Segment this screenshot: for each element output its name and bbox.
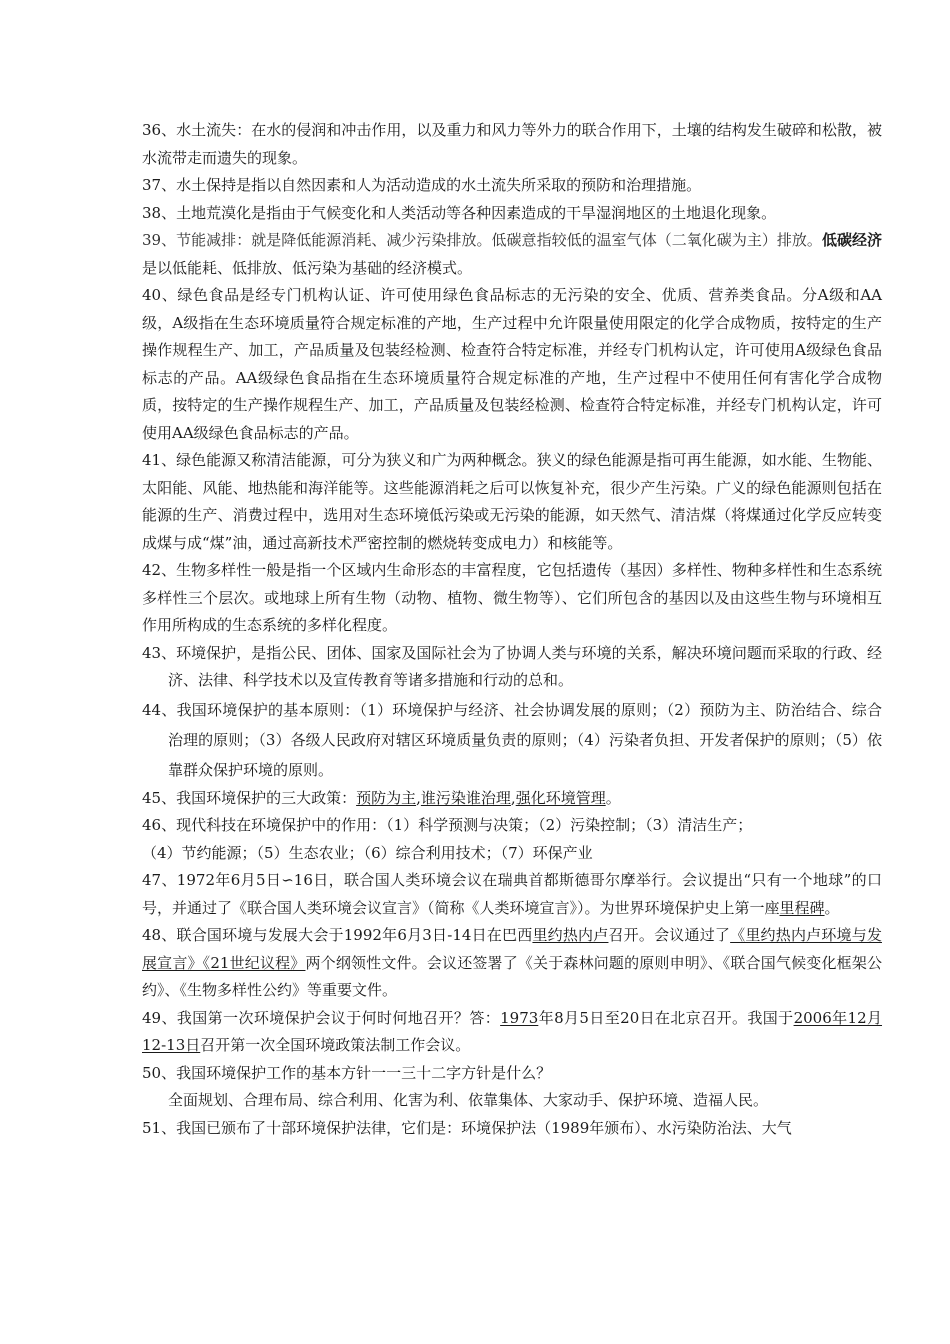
item-40 — [142, 282, 882, 447]
item-47 — [142, 867, 882, 922]
item-41 — [142, 447, 882, 557]
item-45 — [142, 785, 882, 813]
document-body — [142, 117, 882, 1142]
item-49-text: 49、我国第一次环境保护会议于何时何地召开？答： — [142, 1008, 501, 1027]
item-49-text-c: 召开第一次全国环境政策法制工作会议。 — [200, 1036, 471, 1054]
policy-polluter-pays: 谁污染谁治理 — [420, 788, 511, 807]
item-43 — [142, 640, 882, 695]
policy-prevention: 预防为主 — [356, 788, 417, 807]
item-36-text: 36、水土流失：在水的侵润和冲击作用，以及重力和风力等外力的联合作用下，土壤的结构发生破碎和松散，被水流带走而遗失的现象。 — [142, 121, 882, 167]
item-45-sep-2: , — [510, 788, 516, 807]
item-48-text-c: 两个纲领性文件。会议还签署了《关于森林问题的原则申明》、《联合国气候变化框架公约》、《生物多样性公约》等重要文件。 — [142, 953, 882, 999]
item-49-date: 2006年12月12-13日 — [142, 1008, 883, 1054]
item-37-text: 37、水土保持是指以自然因素和人为活动造成的水土流失所采取的预防和治理措施。 — [142, 176, 702, 194]
item-49 — [142, 1005, 882, 1060]
item-48-text: 48、联合国环境与发展大会于1992年6月3日-14日在巴西 — [142, 926, 533, 944]
item-48-documents: 《里约热内卢环境与发展宣言》《21世纪议程》 — [142, 926, 882, 972]
item-45-sep-1: , — [416, 788, 421, 807]
item-47-end: 。 — [824, 898, 840, 917]
item-37 — [142, 172, 882, 200]
item-39-text: 39、节能减排：就是降低能源消耗、减少污染排放。低碳意指较低的温室气体（二氧化碳为主）排放。 — [142, 231, 822, 249]
item-40-text: 40、绿色食品是经专门机构认证、许可使用绿色食品标志的无污染的安全、优质、营养类食品。分A级和AA级，A级指在生态环境质量符合规定标准的产地，生产过程中允许限量使用限定的化学合成物质，按特定的生产操作规程生产、加工，产品质量及包装经检测、检查符合特定标准，并经专门机构认定，许可使用A级绿色食品标志的产品。AA级绿色食品指在生态环境质量符合规定标准的产地，生产过程中不使用任何有害化学合成物质，按特定的生产操作规程生产、加工，产品质量及包装经检测、检查符合特定标准，并经专门机构认定，许可使用AA级绿色食品标志的产品。 — [142, 286, 882, 442]
item-51-text: 51、我国已颁布了十部环境保护法律，它们是：环境保护法（1989年颁布）、水污染防治法、大气 — [142, 1118, 792, 1137]
item-39 — [142, 227, 882, 282]
item-44-text: 44、我国环境保护的基本原则：（1）环境保护与经济、社会协调发展的原则；（2）预防为主、防治结合、综合治理的原则；（3）各级人民政府对辖区环境质量负责的原则；（4）污染者负担、开发者保护的原则；（5）依靠群众保护环境的原则。 — [142, 700, 882, 779]
item-44 — [142, 695, 882, 785]
item-46 — [142, 812, 882, 867]
item-42 — [142, 557, 882, 640]
item-50-question: 50、我国环境保护工作的基本方针一一三十二字方针是什么？ — [142, 1063, 552, 1082]
item-46-text: 46、现代科技在环境保护中的作用：（1）科学预测与决策；（2）污染控制；（3）清洁生产； — [142, 816, 753, 834]
item-41-text: 41、绿色能源又称清洁能源，可分为狭义和广为两种概念。狭义的绿色能源是指可再生能源，如水能、生物能、太阳能、风能、地热能和海洋能等。这些能源消耗之后可以恢复补充，很少产生污染。广义的绿色能源则包括在能源的生产、消费过程中，选用对生态环境低污染或无污染的能源，如天然气、清洁煤（将煤通过化学反应转变成煤与成“煤”油，通过高新技术严密控制的燃烧转变成电力）和核能等。 — [142, 451, 882, 552]
item-42-text: 42、生物多样性一般是指一个区域内生命形态的丰富程度，它包括遗传（基因）多样性、物种多样性和生态系统多样性三个层次。或地球上所有生物（动物、植物、微生物等）、它们所包含的基因以及由这些生物与环境相互作用所构成的生态系统的多样化程度。 — [142, 561, 882, 634]
item-50-answer-text: 全面规划、合理布局、综合利用、化害为利、依靠集体、大家动手、保护环境、造福人民。 — [168, 1091, 769, 1109]
item-48-city: 里约热内卢 — [532, 926, 609, 944]
item-50-answer — [142, 1087, 882, 1115]
item-49-year: 1973 — [500, 1008, 539, 1027]
item-47-milestone: 里程碑 — [779, 898, 825, 917]
item-43-text: 43、环境保护，是指公民、团体、国家及国际社会为了协调人类与环境的关系，解决环境问题而采取的行政、经济、法律、科学技术以及宣传教育等诸多措施和行动的总和。 — [142, 643, 882, 689]
item-45-text: 45、我国环境保护的三大政策： — [142, 788, 357, 807]
item-48 — [142, 922, 882, 1005]
item-45-end: 。 — [605, 788, 621, 807]
item-47-text: 47、1972年6月5日∽16日，联合国人类环境会议在瑞典首都斯德哥尔摩举行。会议提出“只有一个地球”的口号，并通过了《联合国人类环境会议宣言》（简称《人类环境宣言》）。为世界环境保护史上第一座 — [142, 871, 882, 917]
item-38 — [142, 200, 882, 228]
item-46-text-cont: （4）节约能源；（5）生态农业；（6）综合利用技术；（7）环保产业 — [142, 843, 593, 862]
policy-management: 强化环境管理 — [515, 788, 606, 807]
item-38-text: 38、土地荒漠化是指由于气候变化和人类活动等各种因素造成的干旱湿润地区的土地退化现象。 — [142, 203, 777, 222]
item-49-text-b: 年8月5日至20日在北京召开。我国于 — [538, 1008, 794, 1027]
item-39-bold-term: 低碳经济 — [821, 231, 882, 249]
item-36 — [142, 117, 882, 172]
item-51 — [142, 1115, 882, 1143]
item-39-definition: 是以低能耗、低排放、低污染为基础的经济模式。 — [142, 258, 473, 277]
item-48-text-b: 召开。会议通过了 — [608, 926, 731, 944]
item-50 — [142, 1060, 882, 1088]
